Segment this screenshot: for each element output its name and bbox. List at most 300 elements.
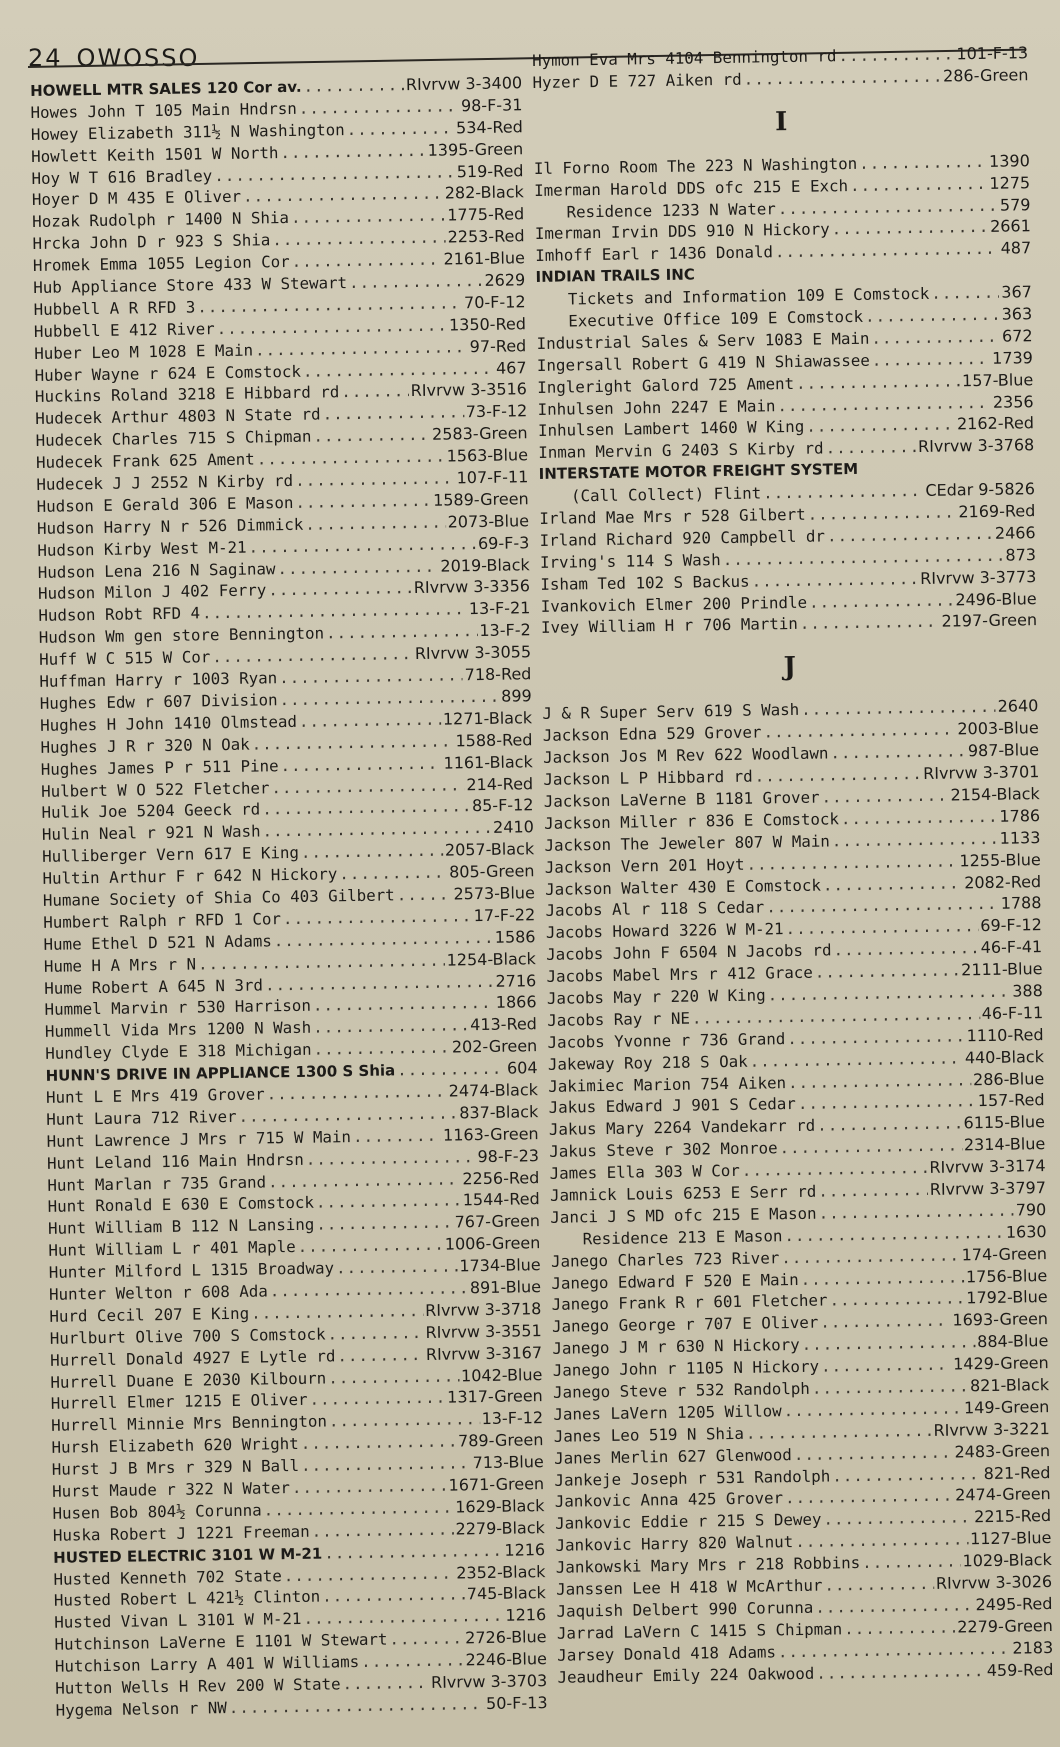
listing-phone: RIvrvw 3-3797: [929, 1178, 1047, 1199]
listing-phone: RIvrvw 3-3718: [425, 1298, 542, 1320]
listing-name: Residence 213 E Mason: [582, 1225, 783, 1249]
listing-phone: 2356: [992, 391, 1034, 412]
dot-leader: [316, 1212, 453, 1236]
listing-name: Hudecek Charles 715 S Chipman: [35, 426, 312, 451]
listing-phone: 286-Blue: [972, 1068, 1045, 1089]
listing-phone: 790: [1015, 1199, 1047, 1220]
dot-leader: [779, 1135, 962, 1160]
listing-phone: 2279-Black: [455, 1517, 545, 1539]
listing-phone: 2073-Blue: [447, 511, 530, 532]
dot-leader: [268, 578, 412, 602]
listing-phone: 1775-Red: [447, 204, 525, 225]
listing-name: Janes LaVern 1205 Willow: [553, 1401, 782, 1424]
listing-name: Hume Robert A 645 N 3rd: [44, 974, 264, 998]
listing-name: Hoy W T 616 Bradley: [31, 165, 213, 188]
dot-leader: [785, 1485, 954, 1510]
listing-phone: 1589-Green: [432, 489, 529, 510]
listing-name: Janego Steve r 532 Randolph: [552, 1378, 811, 1402]
listing-phone: 2410: [492, 817, 534, 838]
listing-name: Hunt William L r 401 Maple: [48, 1237, 296, 1261]
left-column: [30, 72, 548, 1721]
listing-phone: 2629: [484, 270, 526, 290]
listing-phone: 388: [1012, 981, 1043, 1001]
listing-name: Hunt Leland 116 Main Hndrsn: [46, 1149, 304, 1173]
dot-leader: [349, 270, 483, 294]
listing-name: Jackson Jos M Rev 622 Woodlawn: [542, 743, 829, 768]
listing-name: Jeaudheur Emily 224 Oakwood: [557, 1663, 815, 1687]
listing-phone: 1133: [999, 827, 1041, 848]
listing-name: Hulin Neal r 921 N Wash: [41, 821, 261, 845]
listing-phone: 98-F-23: [477, 1145, 540, 1166]
dot-leader: [809, 589, 954, 613]
listing-name: Hummell Vida Mrs 1200 N Wash: [44, 1017, 312, 1042]
listing-phone: 2111-Blue: [961, 959, 1043, 980]
listing-phone: RIvrvw 3-3174: [929, 1156, 1046, 1177]
dot-leader: [306, 1146, 476, 1171]
dot-leader: [744, 65, 942, 90]
listing-name: Isham Ted 102 S Backus: [540, 571, 750, 594]
listing-phone: 1586: [494, 926, 536, 947]
dot-leader: [818, 1179, 928, 1203]
listing-name: Janes Leo 519 N Shia: [553, 1423, 745, 1446]
listing-phone: 1734-Blue: [459, 1255, 541, 1276]
dot-leader: [305, 511, 446, 535]
dot-leader: [815, 1594, 974, 1618]
dot-leader: [313, 424, 430, 448]
dot-leader: [299, 708, 441, 732]
dot-leader: [841, 806, 998, 830]
dot-leader: [775, 238, 999, 263]
listing-name: Hunt Laura 712 River: [46, 1106, 237, 1129]
dot-leader: [865, 304, 1000, 328]
listing-phone: 1110-Red: [966, 1024, 1044, 1046]
listing-name: Jakus Mary 2264 Vandekarr rd: [548, 1115, 816, 1140]
listing-name: Hudecek Arthur 4803 N State rd: [35, 404, 321, 429]
dot-leader: [785, 915, 978, 940]
listing-name: Inhulsen Lambert 1460 W King: [537, 417, 805, 441]
dot-leader: [823, 872, 963, 896]
listing-phone: 1275: [989, 172, 1031, 193]
dot-leader: [267, 1081, 447, 1106]
listing-phone: 1671-Green: [448, 1474, 545, 1495]
listing-name: Jackson LaVerne B 1181 Grover: [543, 787, 820, 811]
listing-phone: 13-F-2: [479, 620, 531, 641]
listing-phone: 2057-Black: [444, 839, 535, 860]
listing-name: Hoyer D M 435 E Oliver: [31, 187, 242, 210]
right-top-listings: [532, 42, 1029, 94]
dot-leader: [309, 1387, 445, 1411]
listing-phone: 2495-Red: [975, 1593, 1053, 1615]
listing-phone: 282-Black: [444, 182, 524, 203]
listing-phone: 1786: [999, 805, 1041, 826]
listing-phone: RIvrvw 3-3221: [933, 1418, 1050, 1440]
dot-leader: [832, 1463, 982, 1487]
listing-phone: 2483-Green: [954, 1440, 1051, 1462]
dot-leader: [801, 1331, 975, 1356]
listing-phone: 891-Blue: [469, 1277, 542, 1298]
listing-name: Janego J M r 630 N Hickory: [552, 1335, 800, 1359]
dot-leader: [812, 1375, 968, 1399]
listing-name: Jakeway Roy 218 S Oak: [547, 1051, 748, 1074]
listing-name: Janego Frank R r 601 Fletcher: [551, 1290, 828, 1315]
listing-name: Jankowski Mary Mrs r 218 Robbins: [555, 1553, 861, 1577]
dot-leader: [322, 1584, 465, 1608]
listing-name: Hummel Marvin r 530 Harrison: [44, 996, 312, 1020]
dot-leader: [284, 1562, 455, 1587]
listing-phone: 2640: [997, 696, 1039, 717]
listing-phone: 1006-Green: [444, 1233, 541, 1254]
dot-leader: [243, 183, 443, 208]
page-header: [28, 44, 199, 72]
listing-name: Hutchison Larry A 401 W Williams: [54, 1652, 360, 1676]
listing-name: Jankeje Joseph r 531 Randolph: [554, 1466, 831, 1490]
listing-phone: 1216: [504, 1539, 546, 1560]
dot-leader: [295, 490, 431, 514]
listing-phone: 789-Green: [457, 1430, 544, 1451]
listing-phone: 837-Black: [459, 1102, 539, 1123]
dot-leader: [341, 381, 409, 404]
listing-phone: RIvrvw 3-3055: [414, 642, 532, 664]
dot-leader: [751, 568, 918, 593]
listing-name: Hurd Cecil 207 E King: [49, 1303, 250, 1326]
dot-leader: [270, 1277, 468, 1302]
listing-phone: 2496-Blue: [955, 588, 1037, 610]
listing-phone: 2246-Blue: [465, 1649, 548, 1670]
dot-leader: [832, 216, 989, 240]
listing-name: Hume Ethel D 521 N Adams: [43, 931, 272, 954]
listing-name: Hundley Clyde E 318 Michigan: [45, 1039, 312, 1064]
listing-name: Hume H A Mrs r N: [43, 954, 197, 976]
listing-name: Huska Robert J 1221 Freeman: [52, 1521, 310, 1545]
dot-leader: [832, 828, 998, 853]
listing-phone: 157-Blue: [961, 369, 1034, 390]
dot-leader: [336, 1256, 458, 1280]
dot-leader: [781, 1244, 960, 1269]
dot-leader: [277, 555, 438, 579]
dot-leader: [821, 784, 948, 808]
listing-phone: 672: [1001, 326, 1033, 346]
listing-name: Janego Charles 723 River: [550, 1247, 780, 1271]
listing-phone: 713-Blue: [472, 1452, 544, 1473]
dot-leader: [816, 1660, 985, 1685]
j-listings: [542, 696, 1053, 1689]
listing-phone: 85-F-12: [471, 795, 534, 816]
listing-phone: 2583-Green: [431, 423, 528, 444]
listing-phone: RIvrvw 3-3701: [923, 762, 1040, 783]
listing-phone: 50-F-13: [485, 1692, 548, 1713]
listing-name: Jacobs Ray r NE: [547, 1008, 691, 1030]
listing-name: Husted Kenneth 702 State: [53, 1565, 282, 1589]
dot-leader: [324, 1539, 502, 1564]
listing-name: Hudecek Frank 625 Ament: [35, 449, 255, 473]
dot-leader: [755, 763, 922, 788]
listing-name: Hygema Nelson r NW: [55, 1698, 227, 1720]
listing-phone: 2161-Blue: [443, 248, 526, 269]
listing-phone: 2474-Green: [955, 1484, 1051, 1505]
dot-leader: [833, 937, 979, 961]
dot-leader: [818, 1199, 1013, 1224]
listing-phone: 413-Red: [470, 1014, 538, 1035]
dot-leader: [316, 1190, 461, 1214]
listing-phone: 987-Blue: [967, 740, 1040, 761]
listing-phone: 69-F-12: [980, 915, 1042, 936]
listing-name: Howey Elizabeth 311½ N Washington: [30, 119, 345, 144]
dot-leader: [862, 1551, 961, 1574]
listing-name: Hughes James P r 511 Pine: [40, 755, 279, 779]
listing-name: Imerman Irvin DDS 910 N Hickory: [534, 219, 830, 244]
listing-name: Husted Robert L 421½ Clinton: [53, 1587, 321, 1611]
dot-leader: [806, 414, 955, 438]
listing-name: J & R Super Serv 619 S Wash: [542, 700, 800, 724]
listing-name: Irving's 114 S Wash: [539, 549, 721, 572]
listing-name: Humane Society of Shia Co 403 Gilbert: [42, 885, 395, 910]
listing-phone: 2474-Black: [448, 1080, 539, 1101]
dot-leader: [212, 643, 413, 668]
listing-phone: 2716: [495, 970, 537, 991]
listing-phone: 2352-Black: [456, 1561, 546, 1583]
dot-leader: [787, 1025, 965, 1050]
listing-name: Hozak Rudolph r 1400 N Shia: [32, 208, 290, 232]
dot-leader: [800, 1266, 964, 1290]
listing-phone: 2197-Green: [941, 610, 1038, 632]
listing-phone: 1866: [495, 992, 537, 1013]
dot-leader: [327, 1322, 423, 1345]
listing-name: Jamnick Louis 6253 E Serr rd: [549, 1181, 817, 1205]
listing-name: Jackson Vern 201 Hoyt: [544, 854, 745, 877]
listing-name: Hursh Elizabeth 620 Wright: [51, 1434, 299, 1458]
listing-phone: 467: [495, 357, 527, 378]
dot-leader: [268, 1168, 461, 1193]
listing-phone: 534-Red: [455, 117, 523, 138]
listing-heading: INDIAN TRAILS INC: [535, 265, 695, 287]
listing-name: Hudson E Gerald 306 E Mason: [36, 492, 294, 516]
dot-leader: [283, 905, 472, 930]
dot-leader: [301, 1431, 457, 1455]
listing-phone: 2154-Black: [950, 784, 1040, 805]
listing-phone: 149-Green: [963, 1396, 1050, 1418]
dot-leader: [821, 1354, 951, 1378]
dot-leader: [353, 1124, 441, 1147]
listing-name: Hunter Milford L 1315 Broadway: [48, 1258, 335, 1282]
dot-leader: [830, 740, 966, 764]
page-number: 24: [28, 44, 63, 72]
listing-phone: 1563-Blue: [446, 445, 529, 466]
listing-name: Jacobs Yvonne r 736 Grand: [547, 1028, 786, 1052]
listing-name: Jackson Edna 529 Grover: [542, 722, 762, 746]
listing-phone: 1788: [1000, 893, 1042, 914]
listing-name: Hubbell A R RFD 3: [33, 297, 196, 319]
listing-name: Jankovic Harry 820 Walnut: [555, 1532, 794, 1556]
listing-name: Hudson Kirby West M-21: [37, 537, 247, 560]
dot-leader: [796, 370, 960, 394]
listing-phone: 46-F-41: [980, 937, 1043, 958]
listing-phone: 718-Red: [464, 664, 532, 685]
listing-phone: 2019-Black: [440, 554, 530, 576]
listing-name: Hulbert W O 522 Fletcher: [41, 777, 270, 801]
listing-name: Hulik Joe 5204 Geeck rd: [41, 799, 261, 823]
listing-name: Hrcka John D r 923 S Shia: [32, 230, 271, 254]
listing-phone: 487: [1000, 238, 1032, 259]
listing-phone: 2162-Red: [956, 413, 1035, 434]
listing-phone: 2726-Blue: [465, 1627, 547, 1648]
listing-phone: 1429-Green: [953, 1353, 1049, 1374]
listing-name: Hughes H John 1410 Olmstead: [39, 711, 298, 735]
listing-name: Jacobs May r 220 W King: [546, 985, 766, 1008]
listing-name: Janego John r 1105 N Hickory: [552, 1356, 820, 1380]
listing-phone: 70-F-12: [463, 292, 526, 313]
dot-leader: [301, 1452, 471, 1477]
dot-leader: [872, 348, 991, 372]
dot-leader: [252, 730, 454, 755]
listing-name: Hutchinson LaVerne E 1101 W Stewart: [54, 1629, 388, 1655]
dot-leader: [295, 467, 455, 491]
listing-phone: 363: [1001, 304, 1033, 324]
listing-name: Hurst J B Mrs r 329 N Ball: [51, 1456, 300, 1479]
listing-phone: 1163-Green: [442, 1123, 539, 1145]
listing-name: Hudson Robt RFD 4: [38, 603, 201, 626]
listing-name: Hromek Emma 1055 Legion Cor: [32, 252, 290, 276]
listing-phone: 1042-Blue: [460, 1364, 543, 1385]
listing-name: Jakus Edward J 901 S Cedar: [548, 1094, 797, 1118]
listing-name: Hunt Lawrence J Mrs r 715 W Main: [46, 1126, 352, 1151]
dot-leader: [795, 1529, 968, 1554]
listing-name: Ingersall Robert G 419 N Shiawassee: [536, 350, 870, 375]
listing-name: Tickets and Information 109 E Comstock: [567, 283, 930, 309]
dot-leader: [859, 151, 987, 175]
listing-name: Hudson Harry N r 526 Dimmick: [36, 514, 304, 538]
dot-leader: [292, 1475, 447, 1499]
dot-leader: [798, 1091, 976, 1116]
listing-phone: 805-Green: [448, 861, 535, 882]
listing-phone: 202-Green: [451, 1036, 538, 1057]
listing-phone: 1630: [1005, 1221, 1047, 1242]
listing-name: Jacobs Al r 118 S Cedar: [545, 897, 765, 921]
listing-phone: 1254-Black: [446, 948, 537, 970]
dot-leader: [301, 840, 443, 864]
dot-leader: [280, 139, 426, 163]
listing-phone: 2169-Red: [958, 501, 1036, 522]
listing-phone: 69-F-3: [477, 532, 530, 553]
listing-name: Howlett Keith 1501 W North: [31, 142, 279, 166]
dot-leader: [329, 1408, 480, 1432]
dot-leader: [742, 1157, 928, 1182]
dot-leader: [825, 436, 916, 459]
listing-phone: 604: [506, 1058, 538, 1078]
dot-leader: [313, 1037, 450, 1061]
listing-name: Hudson Lena 216 N Saginaw: [37, 558, 276, 582]
dot-leader: [229, 1693, 485, 1719]
listing-name: Hughes Edw r 607 Division: [39, 690, 278, 713]
listing-phone: 1127-Blue: [969, 1528, 1052, 1549]
listing-name: Hyzer D E 727 Aiken rd: [532, 69, 742, 92]
listing-phone: 1029-Black: [962, 1550, 1052, 1571]
listing-phone: 2082-Red: [964, 871, 1042, 892]
listing-name: Jacobs Howard 3226 W M-21: [545, 919, 784, 943]
dot-leader: [342, 1672, 429, 1695]
listing-name: Janes Merlin 627 Glenwood: [553, 1444, 793, 1468]
dot-leader: [838, 43, 954, 67]
dot-leader: [800, 611, 940, 635]
dot-leader: [303, 1605, 503, 1630]
listing-phone: 1629-Black: [455, 1495, 545, 1517]
dot-leader: [823, 1507, 972, 1531]
listing-phone: 745-Black: [466, 1583, 546, 1604]
dot-leader: [328, 1365, 459, 1389]
listing-name: Jacobs Mabel Mrs r 412 Grace: [546, 962, 813, 986]
listing-phone: 2661: [989, 216, 1031, 237]
dot-leader: [361, 1650, 464, 1674]
dot-leader: [257, 446, 445, 471]
listing-name: Hunter Welton r 608 Ada: [48, 1281, 268, 1304]
section-letter-j: J: [783, 652, 797, 683]
listing-name: Jackson Miller r 836 E Comstock: [543, 809, 840, 833]
listing-phone: 73-F-12: [465, 401, 528, 422]
listing-phone: 2215-Red: [974, 1506, 1052, 1527]
listing-phone: 884-Blue: [977, 1331, 1049, 1352]
listing-name: Hymon Eva Mrs 4104 Bennington rd: [532, 46, 837, 70]
listing-name: Janego Edward F 520 E Main: [551, 1269, 799, 1293]
listing-phone: 1756-Blue: [965, 1265, 1048, 1286]
listing-phone: 899: [501, 686, 532, 706]
listing-name: Inhulsen John 2247 E Main: [537, 395, 776, 419]
dot-leader: [280, 752, 441, 776]
listing-phone: 2256-Red: [462, 1167, 540, 1188]
right-column: [532, 42, 1054, 1688]
dot-leader: [794, 1441, 953, 1465]
listing-name: Jankovic Anna 425 Grover: [554, 1488, 784, 1512]
listing-name: Huber Leo M 1028 E Main: [34, 340, 254, 363]
listing-phone: 2466: [994, 523, 1036, 543]
dot-leader: [931, 282, 999, 305]
listing-phone: RIvrvw 3-3400: [405, 73, 523, 95]
dot-leader: [292, 249, 442, 273]
listing-phone: 2314-Blue: [963, 1134, 1046, 1155]
dot-leader: [844, 1616, 955, 1640]
dot-leader: [313, 1015, 468, 1039]
listing-phone: 1739: [992, 347, 1034, 368]
dot-leader: [339, 862, 447, 886]
listing-phone: CEdar 9-5826: [925, 479, 1036, 501]
dot-leader: [850, 173, 988, 197]
dot-leader: [303, 74, 404, 97]
dot-leader: [326, 620, 478, 644]
dot-leader: [322, 402, 464, 426]
dot-leader: [397, 1058, 505, 1082]
dot-leader: [801, 696, 996, 721]
dot-leader: [763, 719, 955, 744]
listing-phone: 2183: [1012, 1637, 1054, 1658]
listing-phone: 1350-Red: [448, 314, 527, 335]
listing-name: Hutton Wells H Rev 200 W State: [55, 1674, 341, 1698]
dot-leader: [871, 326, 1000, 350]
dot-leader: [824, 1573, 934, 1597]
listing-name: Hunt Ronald E 630 E Comstock: [47, 1193, 315, 1217]
listing-phone: RIvrvw 3-3356: [413, 576, 531, 598]
listing-phone: 821-Red: [983, 1462, 1051, 1483]
listing-name: Janssen Lee H 418 W McArthur: [556, 1575, 823, 1599]
listing-phone: RIvrvw 3-3703: [430, 1671, 548, 1692]
listing-phone: RIvrvw 3-3773: [919, 566, 1037, 588]
listing-name: Jarrad LaVern C 1415 S Chipman: [556, 1619, 843, 1643]
listing-heading: INTERSTATE MOTOR FREIGHT SYSTEM: [538, 460, 859, 484]
listing-name: Jakus Steve r 302 Monroe: [549, 1138, 778, 1162]
listing-phone: 2003-Blue: [957, 718, 1039, 739]
listing-name: Hurrell Duane E 2030 Kilbourn: [50, 1368, 327, 1392]
dot-leader: [303, 357, 494, 382]
listing-phone: 2573-Blue: [453, 883, 535, 904]
listing-name: Executive Office 109 E Comstock: [568, 306, 864, 331]
listing-name: Residence 1233 N Water: [566, 198, 776, 222]
